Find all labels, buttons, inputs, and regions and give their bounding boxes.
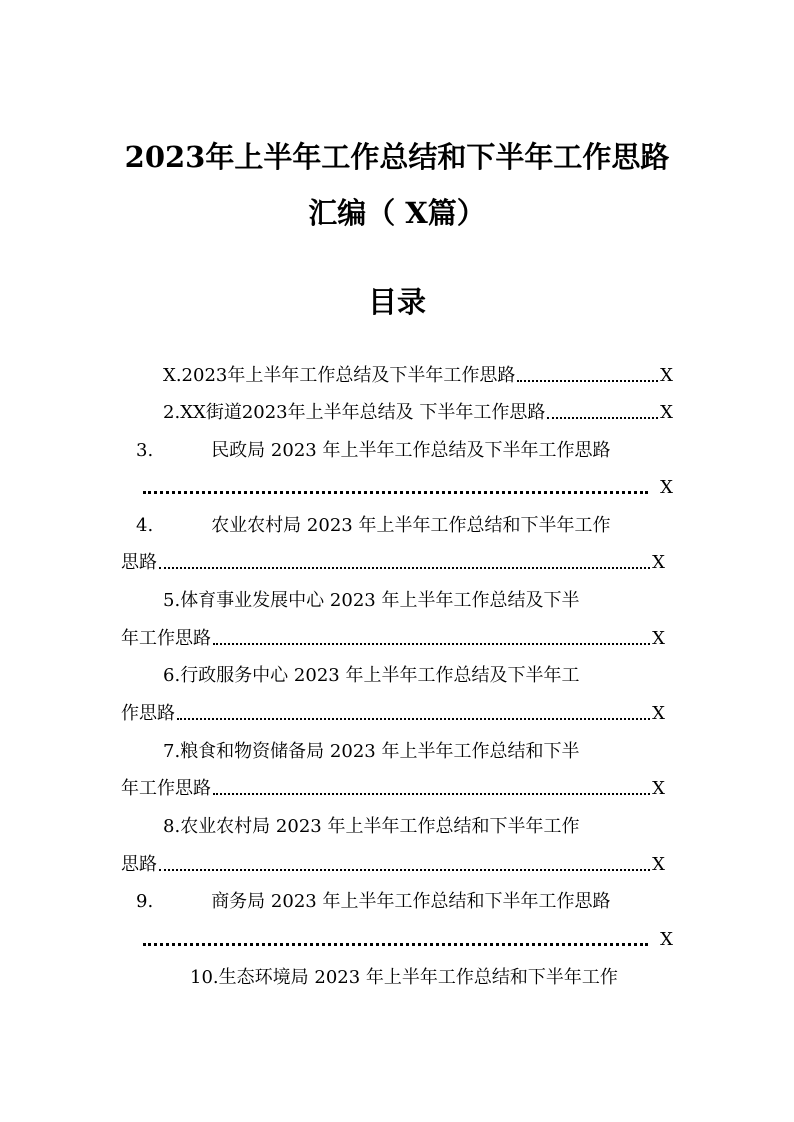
toc-entry-7-line-2[interactable] xyxy=(121,777,665,801)
toc-entry-1[interactable] xyxy=(163,364,673,388)
toc-entry-page: X xyxy=(652,854,665,875)
dot-leader xyxy=(159,869,650,871)
toc-entry-4-line-1[interactable] xyxy=(136,514,674,538)
toc-entry-page: X xyxy=(660,477,673,498)
toc-entry-8-line-1[interactable] xyxy=(163,815,663,839)
dot-leader xyxy=(177,718,650,720)
toc-entry-title: 农业农村局 2023 年上半年工作总结和下半年工作 xyxy=(211,515,611,536)
toc-entry-title-continued: 年工作思路 xyxy=(121,628,211,649)
toc-entry-number: 6. xyxy=(163,665,181,686)
toc-entry-number: 5. xyxy=(163,590,181,611)
dot-leader xyxy=(143,943,648,946)
toc-entry-5-line-2[interactable] xyxy=(121,627,665,651)
toc-entry-6-line-2[interactable] xyxy=(121,702,665,726)
toc-entry-page: X xyxy=(660,929,673,950)
dot-leader xyxy=(547,417,658,419)
toc-entry-title: 粮食和物资储备局 2023 年上半年工作总结和下半 xyxy=(180,741,580,762)
toc-entry-4-line-2[interactable] xyxy=(121,551,665,575)
toc-heading: 目录 xyxy=(367,285,426,319)
toc-entry-page: X xyxy=(652,552,665,573)
toc-entry-3-line-1[interactable] xyxy=(136,439,674,463)
toc-entry-page: X xyxy=(660,365,673,386)
toc-entry-number: 3. xyxy=(136,440,154,461)
toc-entry-number: 10. xyxy=(190,967,219,988)
toc-entry-title: 2023年上半年工作总结及下半年工作思路 xyxy=(181,365,516,386)
toc-entry-title: 体育事业发展中心 2023 年上半年工作总结及下半 xyxy=(180,590,580,611)
toc-entry-6-line-1[interactable] xyxy=(163,664,663,688)
dot-leader xyxy=(143,491,648,494)
toc-entry-5-line-1[interactable] xyxy=(163,589,663,613)
dot-leader xyxy=(213,643,650,645)
toc-entry-3-line-2[interactable] xyxy=(143,476,673,500)
toc-entry-title: 行政服务中心 2023 年上半年工作总结及下半年工 xyxy=(180,665,580,686)
toc-entry-page: X xyxy=(652,703,665,724)
dot-leader xyxy=(159,567,650,569)
toc-entry-title: 生态环境局 2023 年上半年工作总结和下半年工作 xyxy=(218,967,618,988)
toc-entry-10-line-1[interactable] xyxy=(190,966,674,990)
toc-entry-number: 7. xyxy=(163,741,181,762)
toc-entry-number: 9. xyxy=(136,891,154,912)
dot-leader xyxy=(213,793,650,795)
toc-entry-page: X xyxy=(652,628,665,649)
toc-entry-title-continued: 思路 xyxy=(121,854,157,875)
toc-entry-8-line-2[interactable] xyxy=(121,853,665,877)
toc-entry-title-continued: 作思路 xyxy=(121,703,175,724)
toc-entry-number: X. xyxy=(163,365,182,386)
toc-entry-title-continued: 年工作思路 xyxy=(121,778,211,799)
toc-entry-title: 农业农村局 2023 年上半年工作总结和下半年工作 xyxy=(180,816,580,837)
toc-entry-page: X xyxy=(660,402,673,423)
toc-entry-title: XX街道2023年上半年总结及 下半年工作思路 xyxy=(180,402,546,423)
toc-entry-title: 商务局 2023 年上半年工作总结和下半年工作思路 xyxy=(211,891,611,912)
dot-leader xyxy=(517,380,658,382)
toc-entry-number: 4. xyxy=(136,515,154,536)
toc-entry-page: X xyxy=(652,778,665,799)
toc-entry-9-line-1[interactable] xyxy=(136,890,674,914)
toc-entry-number: 8. xyxy=(163,816,181,837)
toc-entry-title-continued: 思路 xyxy=(121,552,157,573)
toc-entry-9-line-2[interactable] xyxy=(143,928,673,952)
toc-entry-2[interactable] xyxy=(163,401,673,425)
toc-entry-number: 2. xyxy=(163,402,181,423)
document-title-line-1: 2023年上半年工作总结和下半年工作思路 xyxy=(124,140,670,174)
document-title-line-2: 汇编（ X篇） xyxy=(308,196,486,230)
toc-entry-7-line-1[interactable] xyxy=(163,740,663,764)
toc-entry-title: 民政局 2023 年上半年工作总结及下半年工作思路 xyxy=(211,440,611,461)
